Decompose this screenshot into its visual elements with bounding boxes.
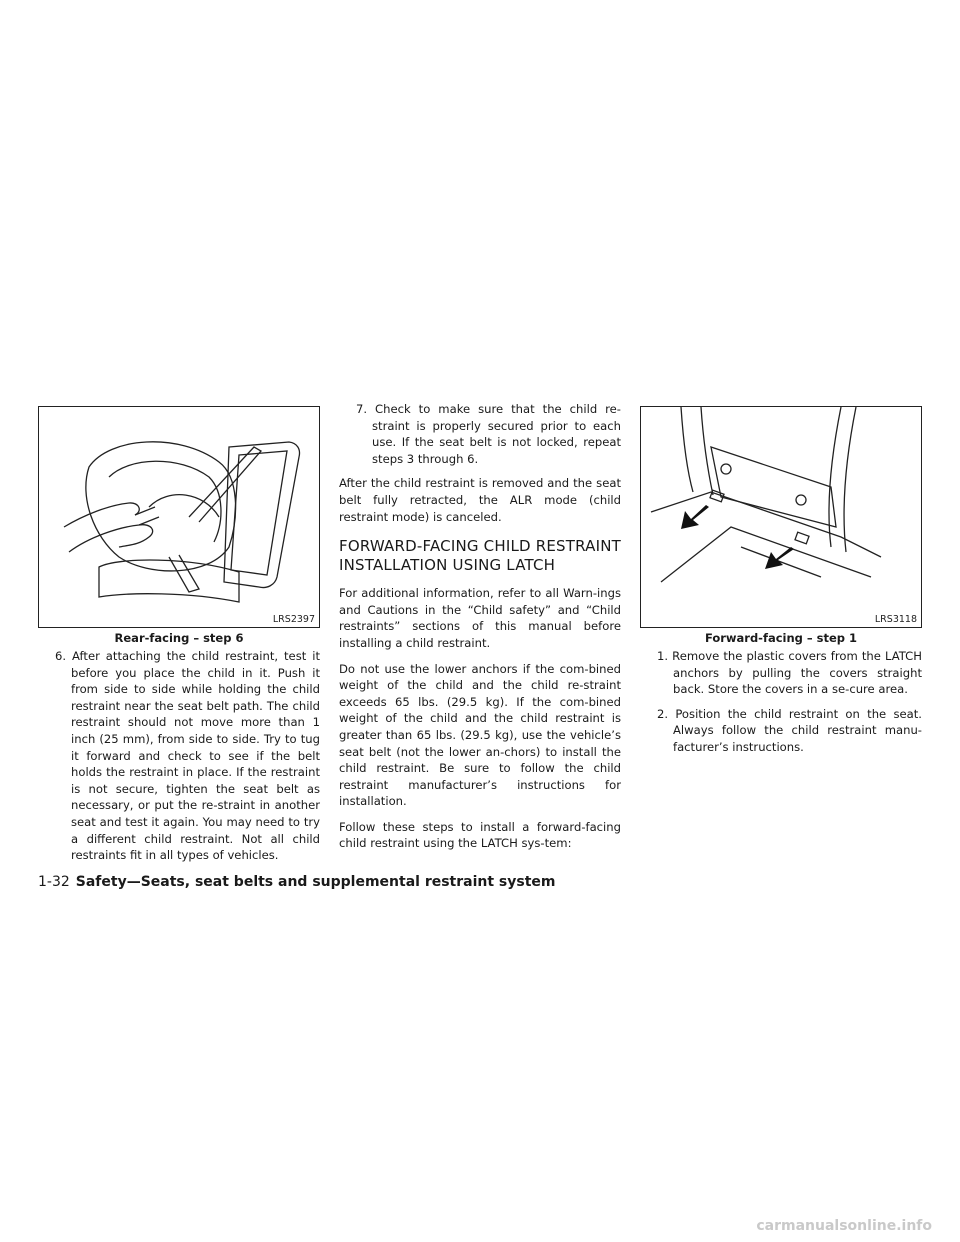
paragraph-follow: Follow these steps to install a forward-facing child restraint using the LATCH sys-tem: bbox=[339, 819, 621, 851]
section-heading: FORWARD-FACING CHILD RESTRAINT INSTALLATION USING LATCH bbox=[339, 537, 621, 575]
step-1: 1. Remove the plastic covers from the LATCH anchors by pulling the covers straight back. Store the covers in a se-cure area. bbox=[657, 649, 922, 697]
figure-rear-facing bbox=[38, 406, 320, 628]
figure-caption: Rear-facing – step 6 bbox=[114, 631, 244, 645]
child-seat-illustration bbox=[39, 407, 319, 627]
step-2: 2. Position the child restraint on the seat. Always follow the child restraint manu-facturer’s instructions. bbox=[657, 706, 922, 754]
column-right bbox=[640, 406, 922, 764]
step-6: 6. After attaching the child restraint, test it before you place the child in it. Push it from side to side while holding the child restraint near the seat belt path. The child restraint should not move more than 1 inch (25 mm), from side to side. Try to tug it forward and check to see if the belt holds the restraint in place. If the restraint is not secure, tighten the seat belt as necessary, or put the re-straint in another seat and test it again. You may need to try a different child restraint. Not all child restraints fit in all types of vehicles. bbox=[55, 649, 320, 863]
column-middle bbox=[339, 401, 621, 861]
chapter-title: Safety—Seats, seat belts and supplemental restraint system bbox=[75, 874, 556, 890]
paragraph-alr: After the child restraint is removed and the seat belt fully retracted, the ALR mode (child restraint mode) is canceled. bbox=[339, 476, 621, 524]
figure-code: LRS2397 bbox=[272, 614, 315, 625]
paragraph-info: For additional information, refer to all Warn-ings and Cautions in the “Child safety” and “Child restraints” sections of this manual before installing a child restraint. bbox=[339, 586, 621, 650]
figure-forward-facing bbox=[640, 406, 922, 628]
watermark: carmanualsonline.info bbox=[756, 1218, 932, 1234]
figure-caption: Forward-facing – step 1 bbox=[704, 631, 858, 645]
latch-anchor-illustration bbox=[641, 407, 921, 627]
step-7: 7. Check to make sure that the child re-straint is properly secured prior to each use. If the seat belt is not locked, repeat steps 3 through 6. bbox=[356, 402, 621, 466]
page-footer bbox=[38, 874, 556, 890]
figure-code: LRS3118 bbox=[874, 614, 917, 625]
column-left bbox=[38, 406, 320, 872]
paragraph-weight: Do not use the lower anchors if the com-bined weight of the child and the child re-straint exceeds 65 lbs. (29.5 kg). If the com-bined weight of the child and the child restraint is greater than 65 lbs. (29.5 kg), use the vehicle’s seat belt (not the lower an-chors) to install the child restraint. Be sure to follow the child restraint manufacturer’s instructions for installation. bbox=[339, 661, 621, 809]
page-number: 1-32 bbox=[38, 874, 70, 890]
